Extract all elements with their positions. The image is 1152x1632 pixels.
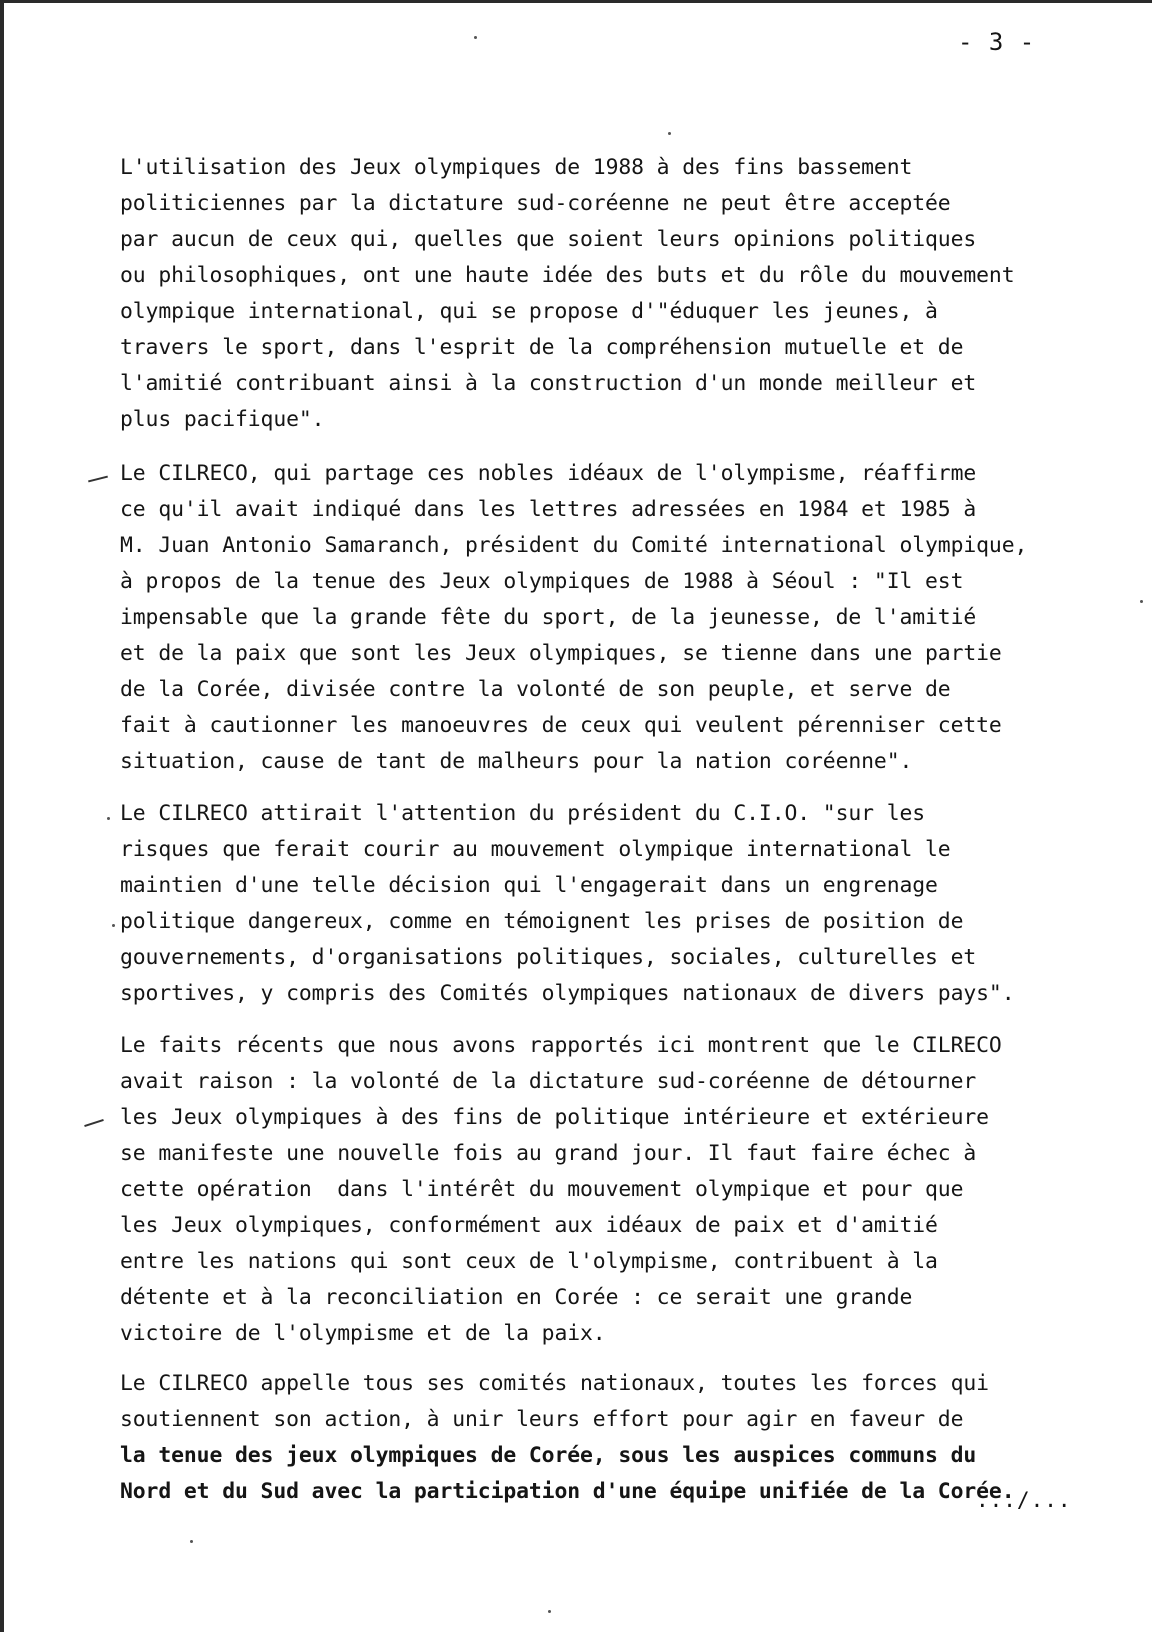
text-line: entre les nations qui sont ceux de l'olympisme, contribuent à la bbox=[120, 1249, 938, 1274]
text-line: à propos de la tenue des Jeux olympiques de 1988 à Séoul : "Il est bbox=[120, 569, 964, 594]
text-line: soutiennent son action, à unir leurs effort pour agir en faveur de bbox=[120, 1407, 964, 1432]
page-border-top bbox=[0, 0, 1152, 3]
paragraph-3 bbox=[120, 796, 1014, 1012]
text-line: impensable que la grande fête du sport, de la jeunesse, de l'amitié bbox=[120, 605, 977, 630]
text-line: olympique international, qui se propose d'"éduquer les jeunes, à bbox=[120, 299, 938, 324]
text-line: cette opération dans l'intérêt du mouvement olympique et pour que bbox=[120, 1177, 964, 1202]
text-line: et de la paix que sont les Jeux olympiques, se tienne dans une partie bbox=[120, 641, 1002, 666]
text-line: L'utilisation des Jeux olympiques de 1988 à des fins bassement bbox=[120, 155, 913, 180]
text-line: par aucun de ceux qui, quelles que soient leurs opinions politiques bbox=[120, 227, 977, 252]
scan-speck bbox=[112, 924, 115, 927]
text-line: fait à cautionner les manoeuvres de ceux qui veulent pérenniser cette bbox=[120, 713, 1002, 738]
text-line: ce qu'il avait indiqué dans les lettres adressées en 1984 et 1985 à bbox=[120, 497, 977, 522]
scan-speck bbox=[190, 1540, 193, 1543]
text-line: Le CILRECO attirait l'attention du président du C.I.O. "sur les bbox=[120, 801, 926, 826]
text-line: les Jeux olympiques, conformément aux idéaux de paix et d'amitié bbox=[120, 1213, 938, 1238]
paragraph-1 bbox=[120, 150, 1014, 438]
scan-speck bbox=[548, 1610, 551, 1613]
paragraph-2 bbox=[120, 456, 1027, 780]
text-line: politique dangereux, comme en témoignent les prises de position de bbox=[120, 909, 964, 934]
text-line: Le CILRECO appelle tous ses comités nationaux, toutes les forces qui bbox=[120, 1371, 989, 1396]
margin-dash-mark bbox=[88, 476, 108, 483]
text-line: l'amitié contribuant ainsi à la construction d'un monde meilleur et bbox=[120, 371, 977, 396]
continuation-mark: .../... bbox=[976, 1488, 1072, 1512]
text-line: plus pacifique". bbox=[120, 407, 325, 432]
page-border-left bbox=[0, 0, 4, 1632]
scan-speck bbox=[668, 132, 671, 135]
text-line: risques que ferait courir au mouvement olympique international le bbox=[120, 837, 951, 862]
paragraph-4 bbox=[120, 1028, 1002, 1352]
text-line: se manifeste une nouvelle fois au grand jour. Il faut faire échec à bbox=[120, 1141, 977, 1166]
text-line: M. Juan Antonio Samaranch, président du Comité international olympique, bbox=[120, 533, 1028, 558]
scan-speck bbox=[1140, 600, 1143, 603]
text-line: Le CILRECO, qui partage ces nobles idéaux de l'olympisme, réaffirme bbox=[120, 461, 977, 486]
text-line: sportives, y compris des Comités olympiques nationaux de divers pays". bbox=[120, 981, 1015, 1006]
text-line: Nord et du Sud avec la participation d'une équipe unifiée de la Corée. bbox=[120, 1479, 1015, 1504]
text-line: avait raison : la volonté de la dictature sud-coréenne de détourner bbox=[120, 1069, 977, 1094]
paragraph-5 bbox=[120, 1366, 989, 1438]
text-line: détente et à la reconciliation en Corée : ce serait une grande bbox=[120, 1285, 913, 1310]
scan-speck bbox=[474, 36, 477, 39]
paragraph-5-emphasis bbox=[120, 1438, 1014, 1510]
text-line: gouvernements, d'organisations politiques, sociales, culturelles et bbox=[120, 945, 977, 970]
margin-dash-mark bbox=[84, 1119, 104, 1127]
text-line: situation, cause de tant de malheurs pour la nation coréenne". bbox=[120, 749, 913, 774]
text-line: les Jeux olympiques à des fins de politique intérieure et extérieure bbox=[120, 1105, 989, 1130]
text-line: politiciennes par la dictature sud-coréenne ne peut être acceptée bbox=[120, 191, 951, 216]
text-line: la tenue des jeux olympiques de Corée, sous les auspices communs du bbox=[120, 1443, 977, 1468]
scan-speck bbox=[107, 817, 110, 820]
text-line: ou philosophiques, ont une haute idée des buts et du rôle du mouvement bbox=[120, 263, 1015, 288]
text-line: de la Corée, divisée contre la volonté de son peuple, et serve de bbox=[120, 677, 951, 702]
text-line: Le faits récents que nous avons rapportés ici montrent que le CILRECO bbox=[120, 1033, 1002, 1058]
text-line: travers le sport, dans l'esprit de la compréhension mutuelle et de bbox=[120, 335, 964, 360]
page-number: - 3 - bbox=[958, 28, 1036, 56]
text-line: maintien d'une telle décision qui l'engagerait dans un engrenage bbox=[120, 873, 938, 898]
text-line: victoire de l'olympisme et de la paix. bbox=[120, 1321, 606, 1346]
